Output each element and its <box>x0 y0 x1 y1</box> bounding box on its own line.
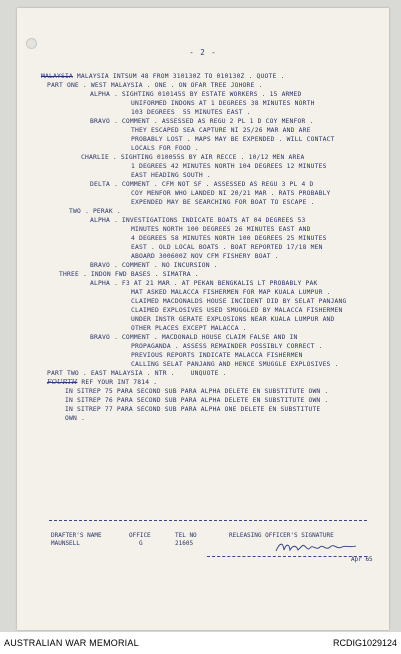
message-line: MALAYSIA MALAYSIA INTSUM 48 FROM 310130Z TO 010130Z . QUOTE . <box>41 73 285 80</box>
handwritten-correction: FOURTH <box>47 379 78 386</box>
message-line: IN SITREP 77 PARA SECOND SUB PARA ALPHA ONE DELETE EN SUBSTITUTE <box>65 406 321 413</box>
message-line: EAST HEADING SOUTH . <box>131 172 211 179</box>
message-line: THREE . INDON FWD BASES . SIMATRA . <box>59 271 199 278</box>
message-line: IN SITREP 75 PARA SECOND SUB PARA ALPHA DELETE EN SUBSTITUTE OWN . <box>65 388 329 395</box>
message-line: EXPENDED MAY BE SEARCHING FOR BOAT TO ESCAPE . <box>131 199 315 206</box>
message-line: 103 DEGREES 55 MINUTES EAST . <box>131 109 251 116</box>
struck-word: MALAYSIA <box>41 73 73 80</box>
message-line: UNDER INSTR GERATE EXPLOSIONS NEAR KUALA LUMPUR AND <box>131 316 335 323</box>
date-value: Apr 65 <box>351 556 373 563</box>
message-line: PART TWO . EAST MALAYSIA . NTR . UNQUOTE . <box>47 370 227 377</box>
document-page <box>17 8 389 630</box>
message-line: OWN . <box>65 415 85 422</box>
message-line: CHARLIE . SIGHTING 010055S BY AIR RECCE . 10/12 MEN AREA <box>81 154 305 161</box>
message-line: LOCALS FOR FOOD . <box>131 145 199 152</box>
message-line: IN SITREP 76 PARA SECOND SUB PARA ALPHA DELETE EN SUBSTITUTE OWN . <box>65 397 329 404</box>
message-line: BRAVO . COMMENT . ASSESSED AS REGU 2 PL 1 D COY MENFOR . <box>90 118 314 125</box>
message-line: EAST . OLD LOCAL BOATS . BOAT REPORTED 17/18 MEN <box>131 244 323 251</box>
message-line: MINUTES NORTH 100 DEGREES 26 MINUTES EAST AND <box>131 226 311 233</box>
message-line: ABOARD 300600Z NOV CFM FISHERY BOAT . <box>131 253 279 260</box>
message-line: THEY ESCAPED SEA CAPTURE NI 25/26 MAR AND ARE <box>131 127 311 134</box>
office-value: G <box>139 540 143 547</box>
tel-value: 21605 <box>175 540 194 547</box>
record-id: RCDIG1029124 <box>332 638 397 648</box>
message-line: ALPHA . F3 AT 21 MAR . AT PEKAN BENGKALIS LT PROBABLY PAK <box>90 280 318 287</box>
tel-label: TEL NO <box>175 532 197 539</box>
message-line: OTHER PLACES EXCEPT MALACCA . <box>131 325 247 332</box>
message-line: 1 DEGREES 42 MINUTES NORTH 104 DEGREES 12 MINUTES <box>131 163 327 170</box>
page-number: - 2 - <box>189 48 217 57</box>
message-line: COY MENFOR WHO LANDED NI 20/21 MAR . RATS PROBABLY <box>131 190 331 197</box>
message-line: PREVIOUS REPORTS INDICATE MALACCA FISHERMEN <box>131 352 303 359</box>
institution-name: AUSTRALIAN WAR MEMORIAL <box>4 638 139 648</box>
message-line: PART ONE . WEST MALAYSIA . ONE . ON OFAR TREE JOHORE . <box>47 82 263 89</box>
message-line: PROPAGANDA . ASSESS REMAINDER POSSIBLY CORRECT . <box>131 343 323 350</box>
message-line: ALPHA . SIGHTING 010145S BY ESTATE WORKERS . 15 ARMED <box>90 91 302 98</box>
archive-footer <box>0 632 401 654</box>
message-line: BRAVO . COMMENT . MACDONALD HOUSE CLAIM FALSE AND IN <box>90 334 298 341</box>
drafter-value: MAUNSELL <box>51 540 80 547</box>
message-line: DELTA . COMMENT . CFM NOT SF . ASSESSED AS REGU 3 PL 4 D <box>90 181 314 188</box>
handwritten-signature <box>274 540 360 554</box>
message-line: FOURTH REF YOUR INT 7814 . <box>47 379 158 386</box>
message-line: CALLING SELAT PANJANG AND HENCE SMUGGLE EXPLOSIVES . <box>131 361 339 368</box>
message-line: CLAIMED MACDONALDS HOUSE INCIDENT DID BY SELAT PANJANG <box>131 298 347 305</box>
message-line: UNIFORMED INDONS AT 1 DEGREES 38 MINUTES NORTH <box>131 100 315 107</box>
message-line: CLAIMED EXPLOSIVES USED SMUGGLED BY MALACCA FISHERMEN <box>131 307 343 314</box>
releasing-label: RELEASING OFFICER'S SIGNATURE <box>229 532 334 539</box>
message-line: MAT ASKED MALACCA FISHERMEN FOR MAP KUALA LUMPUR . <box>131 289 331 296</box>
message-line: PROBABLY LOST . MAPS MAY BE EXPENDED . WILL CONTACT <box>131 136 335 143</box>
office-label: OFFICE <box>129 532 151 539</box>
signature-block <box>17 532 389 572</box>
divider-bottom <box>207 556 367 557</box>
message-line: ALPHA . INVESTIGATIONS INDICATE BOATS AT 04 DEGREES 53 <box>90 217 306 224</box>
drafter-label: DRAFTER'S NAME <box>51 532 102 539</box>
divider-top <box>49 520 367 521</box>
message-line: 4 DEGREES 58 MINUTES NORTH 100 DEGREES 25 MINUTES <box>131 235 327 242</box>
message-line: BRAVO . COMMENT . NO INCURSION . <box>90 262 218 269</box>
message-line: TWO . PERAK . <box>69 208 121 215</box>
